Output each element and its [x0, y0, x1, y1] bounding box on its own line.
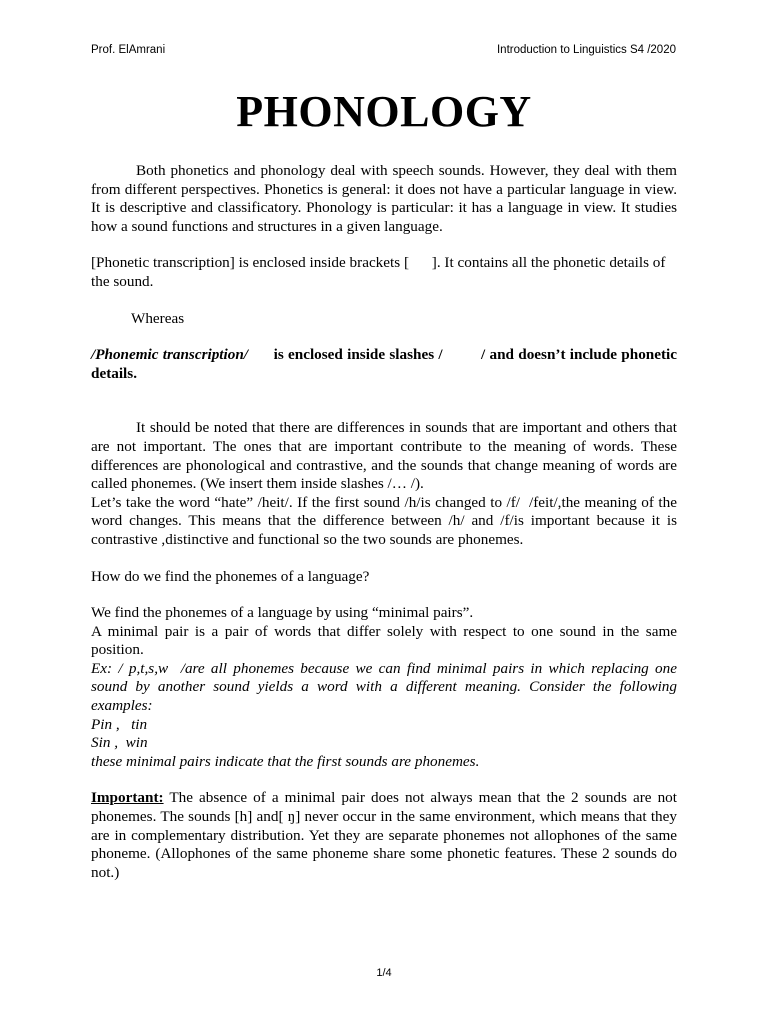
page-title: PHONOLOGY — [236, 87, 532, 136]
important-label: Important: — [91, 789, 164, 807]
paragraph-differences: It should be noted that there are differences in sounds that are important and others that are not important. The ones that are important contribute to the meaning of words. These differences are phonological and contrastive, and the sounds that change meaning of words are called phonemes. (We insert them inside slashes /… /). — [91, 419, 677, 493]
paragraph-intro: Both phonetics and phonology deal with speech sounds. However, they deal with them from different perspectives. Phonetics is general: it does not have a particular language in view. It is descriptive and classificatory. Phonology is particular: it has a language in view. It studies how a sound functions and structures in a given language. — [91, 162, 677, 235]
paragraph-whereas: Whereas — [131, 309, 185, 327]
paragraph-example: Ex: / p,t,s,w /are all phonemes because we can find minimal pairs in which replacing one sound by another sound yields a word with a different meaning. Consider the following examples: — [91, 659, 677, 715]
paragraph-question: How do we find the phonemes of a language? — [91, 567, 370, 585]
minimal-pair-1: Pin , tin — [91, 715, 148, 733]
header-course: Introduction to Linguistics S4 /2020 — [496, 44, 676, 56]
paragraph-hate-example: Let’s take the word “hate” /heit/. If the first sound /h/is changed to /f/ /feit/,the meaning of the word changes. This means that the difference between /h/ and /f/is important because it is contrastive ,distinctive and functional so the two sounds are phonemes. — [91, 493, 677, 548]
header-author: Prof. ElAmrani — [91, 44, 166, 56]
page-header — [91, 44, 676, 60]
phonemic-label: /Phonemic transcription/ — [91, 346, 249, 364]
paragraph-important — [91, 789, 677, 882]
paragraph-phonemic-transcription — [91, 346, 677, 383]
document-body — [91, 162, 677, 882]
phonemic-rest: is enclosed inside slashes / / and doesn’t include phonetic details. — [91, 346, 677, 382]
important-text: The absence of a minimal pair does not always mean that the 2 sounds are not phonemes. The sounds [h] and[ ŋ] never occur in the same environment, which means that they are in complementary distribution. Yet they are separate phonemes not allophones of the same phoneme. (Allophones of the same phoneme share some phonetic features. These 2 sounds do not.) — [91, 789, 677, 881]
paragraph-pairs-conclusion: these minimal pairs indicate that the first sounds are phonemes. — [91, 752, 480, 770]
page-number: 1/4 — [376, 967, 392, 979]
paragraph-minimal-pairs-intro: We find the phonemes of a language by using “minimal pairs”. — [91, 604, 474, 622]
paragraph-minimal-pair-definition: A minimal pair is a pair of words that differ solely with respect to one sound in the same position. — [91, 622, 677, 659]
minimal-pair-2: Sin , win — [91, 734, 148, 752]
paragraph-phonetic-transcription: [Phonetic transcription] is enclosed inside brackets [ ]. It contains all the phonetic details of the sound. — [91, 254, 666, 290]
